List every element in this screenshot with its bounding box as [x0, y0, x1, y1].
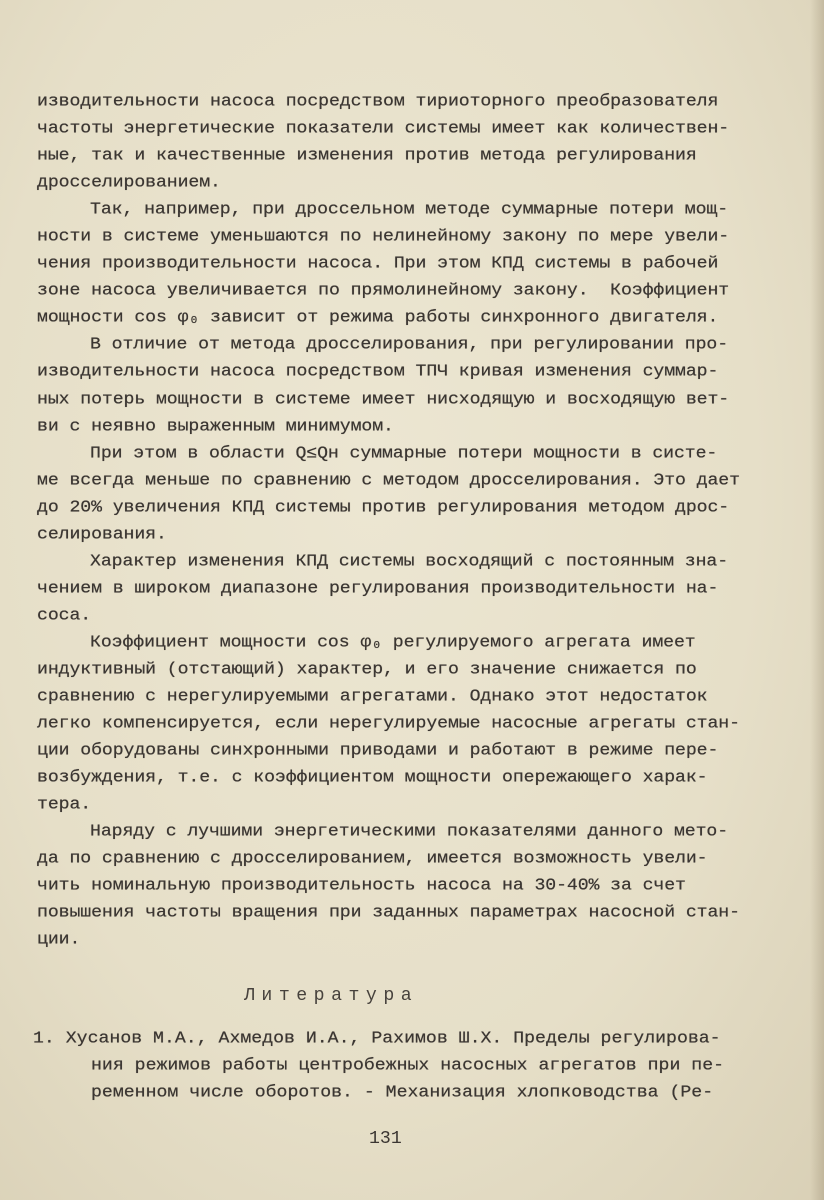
text-line: да по сравнению с дросселированием, имеется возможность увели- [37, 850, 708, 869]
text-line: Так, например, при дроссельном методе суммарные потери мощ- [90, 201, 729, 220]
body-text [37, 89, 797, 955]
text-line: В отличие от метода дросселирования, при регулировании про- [90, 336, 729, 355]
text-line: индуктивный (отстающий) характер, и его значение снижается по [37, 660, 697, 680]
text-line: ции оборудованы синхронными приводами и работают в режиме пере- [37, 741, 719, 761]
text-line: зоне насоса увеличивается по прямолинейному закону. Коэффициент [37, 282, 730, 301]
page-edge-shadow [810, 0, 824, 1200]
text-line: чить номинальную производительность насоса на 30-40% за счет [37, 877, 686, 896]
text-line: тера. [37, 796, 92, 815]
reference-list [33, 1026, 724, 1107]
text-line: ных потерь мощности в системе имеет нисходящую и восходящую вет- [37, 390, 730, 409]
text-line: При этом в области Q≤Qн суммарные потери мощности в систе- [90, 444, 718, 463]
text-line: сравнению с нерегулируемыми агрегатами. Однако этот недостаток [37, 687, 708, 707]
text-line: возбуждения, т.е. с коэффициентом мощности опережающего харак- [37, 769, 708, 788]
text-line: повышения частоты вращения при заданных параметрах насосной стан- [37, 904, 740, 923]
text-line: чения производительности насоса. При этом КПД системы в рабочей [37, 255, 719, 274]
reference-line: ния режимов работы центробежных насосных агрегатов при пе- [91, 1056, 725, 1076]
text-line: дросселированием. [37, 173, 221, 193]
text-line: ви с неявно выраженным минимумом. [37, 417, 394, 436]
text-line: до 20% увеличения КПД системы против регулирования методом дрос- [37, 498, 730, 517]
text-line: частоты энергетические показатели системы имеет как количествен- [37, 119, 730, 139]
reference-line: ременном числе оборотов. - Механизация хлопководства (Ре- [91, 1083, 714, 1103]
text-line: мощности cos φ₀ зависит от режима работы синхронного двигателя. [37, 309, 719, 328]
text-line: ме всегда меньше по сравнению с методом дросселирования. Это дает [37, 471, 740, 490]
text-line: соса. [37, 606, 92, 626]
text-line: селирования. [37, 525, 167, 544]
text-line: изводительности насоса посредством ТПЧ кривая изменения суммар- [37, 363, 719, 382]
text-line: чением в широком диапазоне регулирования производительности на- [37, 579, 719, 599]
reference-line: 1. Хусанов М.А., Ахмедов И.А., Рахимов Ш.Х. Пределы регулирова- [33, 1029, 721, 1049]
text-line: ности в системе уменьшаются по нелинейному закону по мере увели- [37, 228, 730, 247]
text-line: ные, так и качественные изменения против метода регулирования [37, 146, 697, 166]
text-line: изводительности насоса посредством тириоторного преобразователя [37, 92, 719, 112]
text-line: легко компенсируется, если нерегулируемые насосные агрегаты стан- [37, 714, 740, 734]
page-number: 131 [369, 1129, 402, 1149]
text-line: Коэффициент мощности cos φ₀ регулируемого агрегата имеет [90, 633, 696, 653]
text-line: Наряду с лучшими энергетическими показателями данного мето- [90, 823, 729, 842]
literature-heading: Литература [244, 986, 419, 1006]
text-line: Характер изменения КПД системы восходящий с постоянным зна- [90, 552, 729, 572]
text-line: ции. [37, 931, 81, 950]
